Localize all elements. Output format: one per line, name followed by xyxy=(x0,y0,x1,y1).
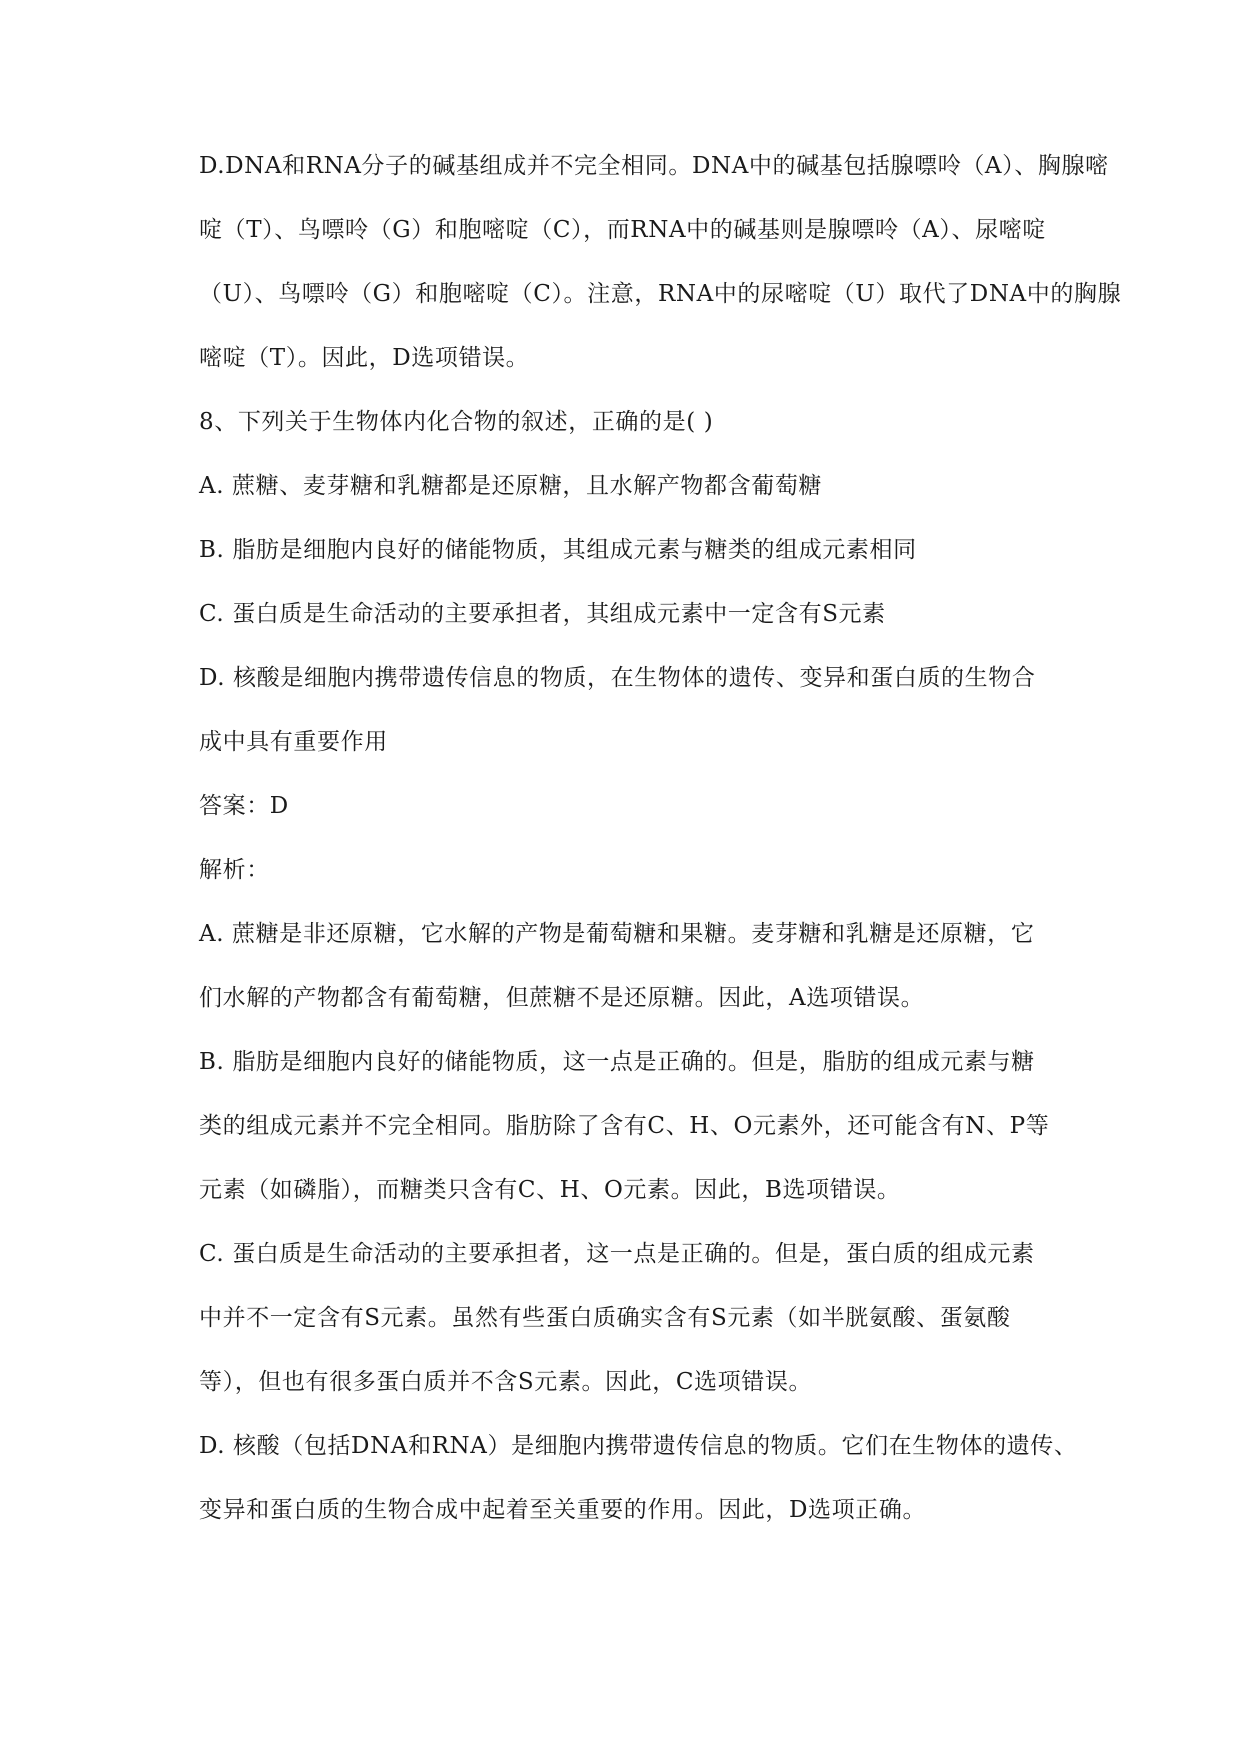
analysis-b-continued: 元素（如磷脂），而糖类只含有C、H、O元素。因此，B选项错误。 xyxy=(199,1177,901,1203)
analysis-a: A. 蔗糖是非还原糖，它水解的产物是葡萄糖和果糖。麦芽糖和乳糖是还原糖，它 xyxy=(199,921,1035,947)
answer-label: 答案：D xyxy=(199,793,289,819)
text-line: D.DNA和RNA分子的碱基组成并不完全相同。DNA中的碱基包括腺嘌呤（A）、胸腺嘧 xyxy=(199,153,1109,179)
analysis-a-continued: 们水解的产物都含有葡萄糖，但蔗糖不是还原糖。因此，A选项错误。 xyxy=(199,985,925,1011)
analysis-d-continued: 变异和蛋白质的生物合成中起着至关重要的作用。因此，D选项正确。 xyxy=(199,1497,927,1523)
option-d-continued: 成中具有重要作用 xyxy=(199,729,388,755)
analysis-c-continued: 等），但也有很多蛋白质并不含S元素。因此，C选项错误。 xyxy=(199,1369,813,1395)
option-a: A. 蔗糖、麦芽糖和乳糖都是还原糖，且水解产物都含葡萄糖 xyxy=(199,473,823,499)
analysis-label: 解析： xyxy=(199,857,270,883)
option-b: B. 脂肪是细胞内良好的储能物质，其组成元素与糖类的组成元素相同 xyxy=(199,537,917,563)
option-c: C. 蛋白质是生命活动的主要承担者，其组成元素中一定含有S元素 xyxy=(199,601,886,627)
analysis-b-continued: 类的组成元素并不完全相同。脂肪除了含有C、H、O元素外，还可能含有N、P等 xyxy=(199,1113,1050,1139)
text-line: 啶（T）、鸟嘌呤（G）和胞嘧啶（C），而RNA中的碱基则是腺嘌呤（A）、尿嘧啶 xyxy=(199,217,1046,243)
text-line: （U）、鸟嘌呤（G）和胞嘧啶（C）。注意，RNA中的尿嘧啶（U）取代了DNA中的胸腺 xyxy=(199,281,1122,307)
analysis-c-continued: 中并不一定含有S元素。虽然有些蛋白质确实含有S元素（如半胱氨酸、蛋氨酸 xyxy=(199,1305,1011,1331)
analysis-c: C. 蛋白质是生命活动的主要承担者，这一点是正确的。但是，蛋白质的组成元素 xyxy=(199,1241,1035,1267)
text-line: 嘧啶（T）。因此，D选项错误。 xyxy=(199,345,530,371)
option-d: D. 核酸是细胞内携带遗传信息的物质，在生物体的遗传、变异和蛋白质的生物合 xyxy=(199,665,1036,691)
analysis-d: D. 核酸（包括DNA和RNA）是细胞内携带遗传信息的物质。它们在生物体的遗传、 xyxy=(199,1433,1078,1459)
question-title: 8、下列关于生物体内化合物的叙述，正确的是( ) xyxy=(199,409,714,435)
analysis-b: B. 脂肪是细胞内良好的储能物质，这一点是正确的。但是，脂肪的组成元素与糖 xyxy=(199,1049,1035,1075)
